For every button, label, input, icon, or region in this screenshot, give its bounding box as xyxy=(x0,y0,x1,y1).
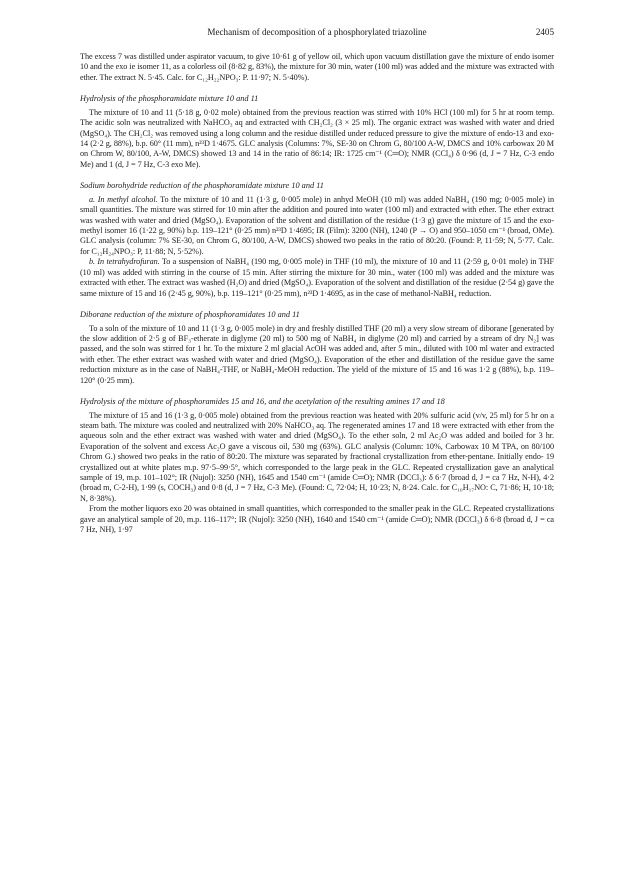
paragraph-lead-in: b. In tetrahydrofuran. xyxy=(89,257,160,267)
paragraph-body: To the mixture of 10 and 11 (1·3 g, 0·005 mole) in anhyd MeOH (10 ml) was added NaBH₄ (190 mg; 0·005 mole) in small quantities. The mixture was stirred for 10 min after the addition and poured into water (100 ml) and extracted with ether. The ether extract was washed with water and dried (MgSO₄). Evaporation of the solvent and distillation of the residue (1·3 g) gave the mixture of 15 and the exo-methyl isomer 16 (1·22 g, 90%) b.p. 119–121° (0·25 mm) n²³D 1·4695; IR (Film): 3200 (NH), 1240 (P → O) and 950–1050 cm⁻¹ (broad, OMe). GLC analysis (column: 7% SE-30, on Chrom G, 80/100, A-W, DMCS) showed two peaks in the ratio of 80:20. (Found: P, 11·59; N, 5·77. Calc. for C₁₂H₂₄NPO₃: P, 11·88; N, 5·52%). xyxy=(80,194,554,256)
journal-page xyxy=(80,26,554,886)
section-heading-diborane: Diborane reduction of the mixture of phosphoramidates 10 and 11 xyxy=(80,309,300,319)
section-paragraph: From the mother liquors exo 20 was obtained in small quantities, which corresponded to the smaller peak in the GLC. Repeated crystallizations gave an analytical sample of 20, m.p. 116–117°; IR (Nujol): 3250 (NH), 1640 and 1540 cm⁻¹ (amide C═O); NMR (DCCl₃) δ 6·8 (broad d, J = ca 7 Hz, NH), 1·97 xyxy=(80,504,554,534)
section-heading-borohydride: Sodium borohydride reduction of the phosphoramidate mixture 10 and 11 xyxy=(80,181,324,191)
section-paragraph xyxy=(80,195,554,257)
running-head xyxy=(80,26,554,40)
paragraph-lead-in: a. In methyl alcohol. xyxy=(89,194,158,204)
section-paragraph: The mixture of 10 and 11 (5·18 g, 0·02 mole) obtained from the previous reaction was stirred with 10% HCl (100 ml) for 5 hr at room temp. The acidic soln was neutralized with NaHCO₃ aq and extracted with CH₂Cl₂ (3 × 25 ml). The organic extract was washed with water and dried (MgSO₄). The CH₂Cl₂ was removed using a long column and the residue distilled under reduced pressure to give the mixture of endo-13 and exo-14 (2·2 g, 88%), b.p. 60° (11 mm), n²³D 1·4675. GLC analysis (Columns: 7%, SE-30 on Chrom G, 80/100 A-W, DMCS and 10% carbowax 20 M on Chrom W, 80/100, A-W, DMCS) showed 13 and 14 in the ratio of 86:14; IR: 1725 cm⁻¹ (C═O); NMR (CCl₄) δ 0·96 (d, J = 7 Hz, C-3 endo Me) and 1 (d, J = 7 Hz, C-3 exo Me). xyxy=(80,107,554,169)
intro-paragraph: The excess 7 was distilled under aspirator vacuum, to give 10·61 g of yellow oil, which upon vacuum distillation gave the mixture of endo isomer 10 and the exo ie isomer 11, as a colorless oil (8·82 g, 83%), the mixture for 30 min, water (100 ml) was added and the mixture was extracted with ether. The extract N. 5·45. Calc. for C₁₂H₂₂NPO₃: P. 11·97; N. 5·40%). xyxy=(80,52,554,82)
section-paragraph: To a soln of the mixture of 10 and 11 (1·3 g, 0·005 mole) in dry and freshly distilled THF (20 ml) a very slow stream of diborane [generated by the slow addition of 2·5 g of BF₃-etherate in diglyme (20 ml) to 500 mg of NaBH₄ in diglyme (20 ml) and carried by a stream of dry N₂] was passed, and the soln was stirred for 1 hr. To the mixture 2 ml glacial AcOH was added and, after 5 min., diluted with 100 ml water and extracted with ether. The ether extract was washed with water and dried (MgSO₄). Evaporation of the ether and distillation of the residue gave the same reduction mixture as in the case of NaBH₄-THF, or NaBH₄-MeOH reduction. The yield of the mixture of 15 and 16 was 1·2 g (88%), b.p. 119–120° (0·25 mm). xyxy=(80,323,554,385)
section-paragraph xyxy=(80,257,554,299)
section-heading-hydrolysis: Hydrolysis of the phosphoramidate mixture 10 and 11 xyxy=(80,94,259,104)
section-heading-acetylation: Hydrolysis of the mixture of phosphoramides 15 and 16, and the acetylation of the resulting amines 17 and 18 xyxy=(80,396,445,406)
page-number: 2405 xyxy=(535,27,554,37)
section-paragraph: The mixture of 15 and 16 (1·3 g, 0·005 mole) obtained from the previous reaction was heated with 20% sulfuric acid (v/v, 25 ml) for 5 hr on a steam bath. The mixture was cooled and neutralized with 20% NaHCO₃ aq. The regenerated amines 17 and 18 were extracted with ether from the aqueous soln and the ether extract was washed with water and dried (MgSO₄). To the ether soln, 2 ml Ac₂O was added and boiled for 3 hr. Evaporation of the solvent and excess Ac₂O gave a viscous oil, 530 mg (63%). GLC analysis (Column: 10%, Carbowax 10 M TPA, on 80/100 Chrom G.) showed two peaks in the ratio of 80:20. The mixture was separated by fractional crystallization from ether-pentane. Initially endo- 19 crystallized out at white plates m.p. 97·5–99·5°, which corresponded to the large peak in the GLC. Repeated crystallization gave an analytical sample of 19, m.p. 101–102°; IR (Nujol): 3250 (NH), 1645 and 1540 cm⁻¹ (amide C═O); NMR (DCCl₃): δ 6·7 (broad d, J = ca 7 Hz, N-H), 4·2 (broad m, C-2-H), 1·99 (s, COCH₃) and 0·8 (d, J = 7 Hz, C-3 Me). (Found: C, 72·04; H, 10·23; N, 8·24. Calc. for C₁₀H₁₇NO: C, 71·86; H, 10·18; N, 8·38%). xyxy=(80,410,554,503)
paragraph-body: To a suspension of NaBH₄ (190 mg, 0·005 mole) in THF (10 ml), the mixture of 10 and 11 (2·59 g, 0·01 mole) in THF (10 ml) was added with stirring in the course of 15 min. After stirring the mixture for 30 min., water (100 ml) was added and the mixture was extracted with ether. The extract was washed (H₂O) and dried (MgSO₄). Evaporation of the solvent and distillation of the residue (2·54 g) gave the same mixture of 15 and 16 (2·45 g, 90%), b.p. 119–121° (0·25 mm), n²³D 1·4695, as in the case of methanol-NaBH₄ reduction. xyxy=(80,257,554,298)
running-head-title: Mechanism of decomposition of a phosphorylated triazoline xyxy=(207,27,427,37)
